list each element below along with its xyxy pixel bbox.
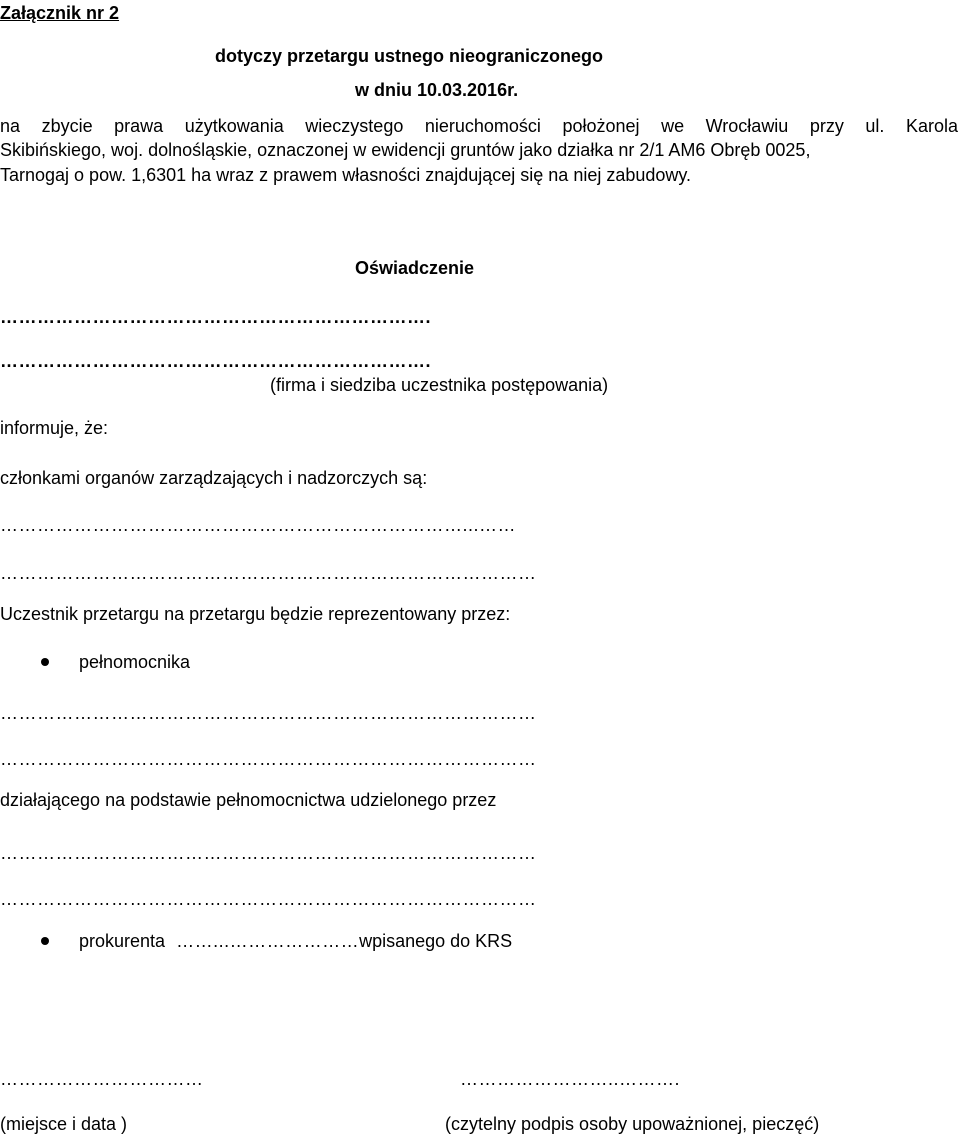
acting-dots-line-2: …………………………………………………………………………… bbox=[0, 889, 537, 909]
firm-dots-line-2: ……………………………………………………………. bbox=[0, 351, 432, 371]
intro-line-3: Tarnogaj o pow. 1,6301 ha wraz z prawem własności znajdującej się na niej zabudowy. bbox=[0, 165, 692, 185]
signature-caption: (czytelny podpis osoby upoważnionej, pieczęć) bbox=[445, 1114, 820, 1134]
option-proxy-suffix: wpisanego do KRS bbox=[359, 931, 513, 951]
intro-line-2: Skibińskiego, woj. dolnośląskie, oznaczonej w ewidencji gruntów jako działka nr 2/1 AM6 Obręb 0025, bbox=[0, 140, 811, 160]
auction-date: w dniu 10.03.2016r. bbox=[355, 80, 519, 100]
members-label: członkami organów zarządzających i nadzorczych są: bbox=[0, 468, 428, 488]
signature-dots: ……………………..………. bbox=[460, 1069, 681, 1089]
acting-label: działającego na podstawie pełnomocnictwa udzielonego przez bbox=[0, 790, 497, 810]
informs-label: informuje, że: bbox=[0, 418, 109, 438]
attorney-dots-line-2: …………………………………………………………………………… bbox=[0, 749, 537, 769]
option-proxy bbox=[79, 930, 512, 952]
bullet-icon bbox=[41, 658, 49, 666]
place-date-dots: …………………………… bbox=[0, 1069, 204, 1089]
acting-dots-line-1: …………………………………………………………………………… bbox=[0, 843, 537, 863]
representation-intro: Uczestnik przetargu na przetargu będzie reprezentowany przez: bbox=[0, 604, 511, 624]
place-date-caption: (miejsce i data ) bbox=[0, 1114, 128, 1134]
attorney-dots-line-1: …………………………………………………………………………… bbox=[0, 703, 537, 723]
firm-dots-line-1: ……………………………………………………………. bbox=[0, 307, 432, 327]
subject-line: dotyczy przetargu ustnego nieograniczonego bbox=[215, 46, 604, 66]
intro-line-1: na zbycie prawa użytkowania wieczystego nieruchomości położonej we Wrocławiu przy ul. Karola bbox=[0, 116, 958, 136]
option-proxy-dots: ……...………………… bbox=[176, 931, 360, 951]
option-attorney: pełnomocnika bbox=[79, 652, 191, 672]
statement-title: Oświadczenie bbox=[355, 258, 475, 278]
members-dots-line-1: …………………………………………………………………...…… bbox=[0, 515, 517, 535]
bullet-icon bbox=[41, 937, 49, 945]
option-proxy-label: prokurenta bbox=[79, 931, 166, 951]
firm-caption: (firma i siedziba uczestnika postępowania) bbox=[270, 375, 609, 395]
attachment-label: Załącznik nr 2 bbox=[0, 3, 120, 23]
members-dots-line-2: …………………………………………………………………………… bbox=[0, 563, 537, 583]
